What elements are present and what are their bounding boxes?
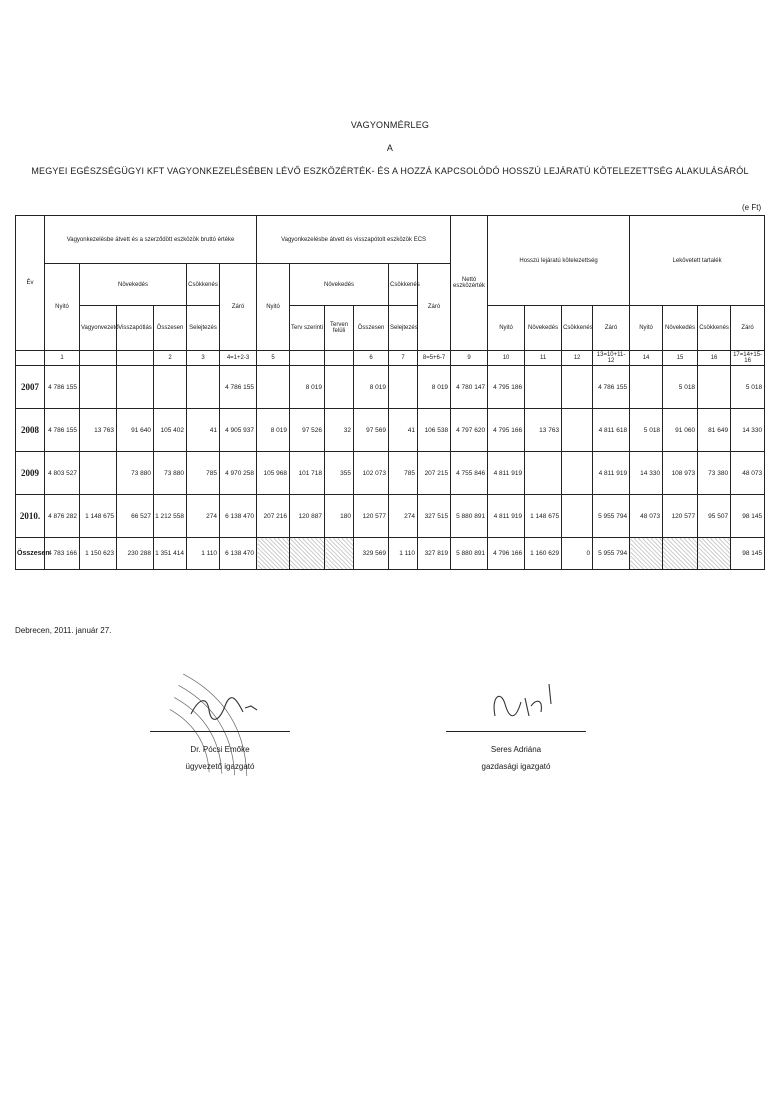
table-cell: 101 718 <box>290 452 325 495</box>
table-cell <box>290 538 325 570</box>
table-cell: 4 811 919 <box>488 452 525 495</box>
table-cell <box>325 538 354 570</box>
signature-2-role: gazdasági igazgató <box>481 762 551 771</box>
table-cell: 91 060 <box>663 409 698 452</box>
table-cell: 97 526 <box>290 409 325 452</box>
table-cell: 73 880 <box>117 452 154 495</box>
year-cell: 2009 <box>16 452 45 495</box>
index-cell <box>325 351 354 366</box>
year-cell: 2010. <box>16 495 45 538</box>
table-cell: 1 351 414 <box>154 538 187 570</box>
table-cell: 785 <box>187 452 220 495</box>
table-cell <box>562 495 593 538</box>
table-cell <box>187 366 220 409</box>
group3-header: Hosszú lejáratú kötelezettség <box>488 216 630 306</box>
table-cell: 5 880 891 <box>451 495 488 538</box>
table-cell: 13 763 <box>525 409 562 452</box>
table-cell: 230 288 <box>117 538 154 570</box>
table-cell: 98 145 <box>731 495 765 538</box>
table-row <box>16 409 765 452</box>
table-cell: 0 <box>562 538 593 570</box>
index-cell: 11 <box>525 351 562 366</box>
table-cell <box>525 366 562 409</box>
table-cell: 120 887 <box>290 495 325 538</box>
table-cell: 327 819 <box>418 538 451 570</box>
index-cell: 5 <box>257 351 290 366</box>
table-cell: 8 019 <box>257 409 290 452</box>
table-cell: 4 876 282 <box>45 495 80 538</box>
table-cell: 5 018 <box>630 409 663 452</box>
table-cell <box>630 538 663 570</box>
table-cell: 329 569 <box>354 538 389 570</box>
g1-vagyonvezeto: Vagyonvezető <box>80 306 117 351</box>
index-cell: 7 <box>389 351 418 366</box>
table-cell: 1 148 675 <box>80 495 117 538</box>
table-cell <box>698 366 731 409</box>
table-cell: 8 019 <box>290 366 325 409</box>
index-cell: 15 <box>663 351 698 366</box>
g2-csokkenes: Csökkenés <box>389 264 418 306</box>
g4-csokkenes: Csökkenés <box>698 306 731 351</box>
table-cell <box>117 366 154 409</box>
g4-novekedes: Növekedés <box>663 306 698 351</box>
table-cell <box>80 366 117 409</box>
table-cell <box>257 538 290 570</box>
table-cell: 6 138 470 <box>220 495 257 538</box>
g2-terven-feluli: Terven felüli <box>325 306 354 351</box>
table-cell: 4 786 155 <box>220 366 257 409</box>
table-cell <box>698 538 731 570</box>
signature-1-name: Dr. Pócsi Emőke <box>190 745 250 754</box>
table-cell: 4 803 527 <box>45 452 80 495</box>
table-cell: 207 215 <box>418 452 451 495</box>
table-cell: 4 811 919 <box>488 495 525 538</box>
table-cell: 6 138 470 <box>220 538 257 570</box>
table-cell: 105 968 <box>257 452 290 495</box>
index-cell-year <box>16 351 45 366</box>
g1-nyito: Nyitó <box>45 264 80 351</box>
g3-novekedes: Növekedés <box>525 306 562 351</box>
table-cell: 4 786 155 <box>45 366 80 409</box>
g2-novekedes: Növekedés <box>290 264 389 306</box>
group4-header: Lekövetett tartalék <box>630 216 765 306</box>
table-cell: 1 160 629 <box>525 538 562 570</box>
index-cell: 10 <box>488 351 525 366</box>
g1-visszapotlas: Visszapótlás <box>117 306 154 351</box>
table-cell: 1 150 623 <box>80 538 117 570</box>
table-cell: 355 <box>325 452 354 495</box>
table-cell <box>562 452 593 495</box>
table-cell: 4 786 155 <box>593 366 630 409</box>
signature-2-name: Seres Adriána <box>490 745 542 754</box>
g1-novekedes: Növekedés <box>80 264 187 306</box>
total-row <box>16 538 765 570</box>
table-cell: 8 019 <box>354 366 389 409</box>
index-cell: 1 <box>45 351 80 366</box>
table-cell: 4 811 919 <box>593 452 630 495</box>
document-heading: MEGYEI EGÉSZSÉGÜGYI KFT VAGYONKEZELÉSÉBEN LÉVŐ ESZKÖZÉRTÉK- ÉS A HOZZÁ KAPCSOLÓDÓ HOSSZÚ LEJÁRATÚ KÖTELEZETTSÉG ALAKULÁSÁRÓL <box>31 166 749 176</box>
table-cell: 120 577 <box>354 495 389 538</box>
table-cell <box>562 409 593 452</box>
table-cell: 4 783 166 <box>45 538 80 570</box>
g2-selejtezes: Selejtezés <box>389 306 418 351</box>
table-cell: 4 795 186 <box>488 366 525 409</box>
g3-csokkenes: Csökkenés <box>562 306 593 351</box>
document-title: VAGYONMÉRLEG <box>350 120 430 130</box>
signature-line-1 <box>150 731 290 732</box>
table-cell: 4 970 258 <box>220 452 257 495</box>
table-row <box>16 366 765 409</box>
g4-zaro: Záró <box>731 306 765 351</box>
total-label: Összesen <box>16 538 45 570</box>
index-cell: 17=14+15-16 <box>731 351 765 366</box>
header-row-3 <box>16 306 765 351</box>
signature-2 <box>485 676 565 730</box>
table-cell: 4 796 166 <box>488 538 525 570</box>
table-cell: 32 <box>325 409 354 452</box>
table-cell: 207 216 <box>257 495 290 538</box>
table-cell: 1 110 <box>187 538 220 570</box>
g1-selejtezes: Selejtezés <box>187 306 220 351</box>
net-value-header: Nettó eszközérték <box>451 216 488 351</box>
table-cell: 274 <box>389 495 418 538</box>
index-cell: 2 <box>154 351 187 366</box>
table-cell: 91 640 <box>117 409 154 452</box>
table-cell: 274 <box>187 495 220 538</box>
table-cell: 13 763 <box>80 409 117 452</box>
table-cell: 98 145 <box>731 538 765 570</box>
g3-zaro: Záró <box>593 306 630 351</box>
index-cell: 13=10+11-12 <box>593 351 630 366</box>
table-cell: 81 649 <box>698 409 731 452</box>
index-cell: 14 <box>630 351 663 366</box>
table-cell: 5 955 794 <box>593 495 630 538</box>
g2-nyito: Nyitó <box>257 264 290 351</box>
table-cell: 4 780 147 <box>451 366 488 409</box>
g4-nyito: Nyitó <box>630 306 663 351</box>
table-cell: 5 018 <box>731 366 765 409</box>
table-cell: 5 018 <box>663 366 698 409</box>
index-cell: 12 <box>562 351 593 366</box>
year-cell: 2007 <box>16 366 45 409</box>
table-cell: 105 402 <box>154 409 187 452</box>
table-cell: 97 569 <box>354 409 389 452</box>
table-cell: 1 212 558 <box>154 495 187 538</box>
table-cell: 108 973 <box>663 452 698 495</box>
table-cell: 73 880 <box>154 452 187 495</box>
table-cell: 8 019 <box>418 366 451 409</box>
table-cell: 41 <box>389 409 418 452</box>
table-cell <box>325 366 354 409</box>
year-header: Év <box>16 216 45 351</box>
table-cell: 4 795 166 <box>488 409 525 452</box>
table-cell <box>630 366 663 409</box>
table-cell: 48 073 <box>630 495 663 538</box>
table-cell: 327 515 <box>418 495 451 538</box>
group2-header: Vagyonkezelésbe átvett és visszapótolt eszközök ECS <box>257 216 451 264</box>
table-cell: 4 786 155 <box>45 409 80 452</box>
table-cell: 66 527 <box>117 495 154 538</box>
index-cell: 3 <box>187 351 220 366</box>
g1-csokkenes: Csökkenés <box>187 264 220 306</box>
signature-1-role: ügyvezető igazgató <box>185 762 255 771</box>
table-cell: 4 905 937 <box>220 409 257 452</box>
g1-osszesen: Összesen <box>154 306 187 351</box>
table-cell: 120 577 <box>663 495 698 538</box>
g2-terv-szerinti: Terv szerinti <box>290 306 325 351</box>
table-cell: 180 <box>325 495 354 538</box>
table-cell <box>389 366 418 409</box>
table-cell: 48 073 <box>731 452 765 495</box>
index-cell <box>117 351 154 366</box>
g1-zaro: Záró <box>220 264 257 351</box>
header-row-1 <box>16 216 765 264</box>
index-cell <box>290 351 325 366</box>
g3-nyito: Nyitó <box>488 306 525 351</box>
table-cell: 106 538 <box>418 409 451 452</box>
group1-header: Vagyonkezelésbe átvett és a szerződött eszközök bruttó értéke <box>45 216 257 264</box>
unit-label: (e Ft) <box>742 203 762 212</box>
index-cell: 4=1+2-3 <box>220 351 257 366</box>
table-cell: 1 148 675 <box>525 495 562 538</box>
table-cell <box>80 452 117 495</box>
table-cell: 4 797 620 <box>451 409 488 452</box>
balance-table <box>15 215 765 570</box>
table-cell: 14 330 <box>731 409 765 452</box>
table-cell: 95 507 <box>698 495 731 538</box>
index-cell: 6 <box>354 351 389 366</box>
table-cell: 785 <box>389 452 418 495</box>
g2-zaro: Záró <box>418 264 451 351</box>
index-row <box>16 351 765 366</box>
index-cell: 16 <box>698 351 731 366</box>
signature-line-2 <box>446 731 586 732</box>
table-cell: 41 <box>187 409 220 452</box>
table-row <box>16 452 765 495</box>
table-cell <box>562 366 593 409</box>
index-cell <box>80 351 117 366</box>
index-cell: 8=5+6-7 <box>418 351 451 366</box>
index-cell: 9 <box>451 351 488 366</box>
table-cell: 5 880 891 <box>451 538 488 570</box>
table-cell: 73 380 <box>698 452 731 495</box>
table-cell <box>525 452 562 495</box>
table-cell <box>663 538 698 570</box>
table-cell: 102 073 <box>354 452 389 495</box>
year-cell: 2008 <box>16 409 45 452</box>
table-cell: 4 811 618 <box>593 409 630 452</box>
table-cell <box>257 366 290 409</box>
signature-1 <box>185 688 265 728</box>
table-cell: 5 955 794 <box>593 538 630 570</box>
table-cell: 1 110 <box>389 538 418 570</box>
table-cell: 14 330 <box>630 452 663 495</box>
place-date: Debrecen, 2011. január 27. <box>15 626 112 635</box>
table-row <box>16 495 765 538</box>
table-cell <box>154 366 187 409</box>
document-subtitle: A <box>386 143 394 153</box>
g2-osszesen: Összesen <box>354 306 389 351</box>
table-cell: 4 755 846 <box>451 452 488 495</box>
